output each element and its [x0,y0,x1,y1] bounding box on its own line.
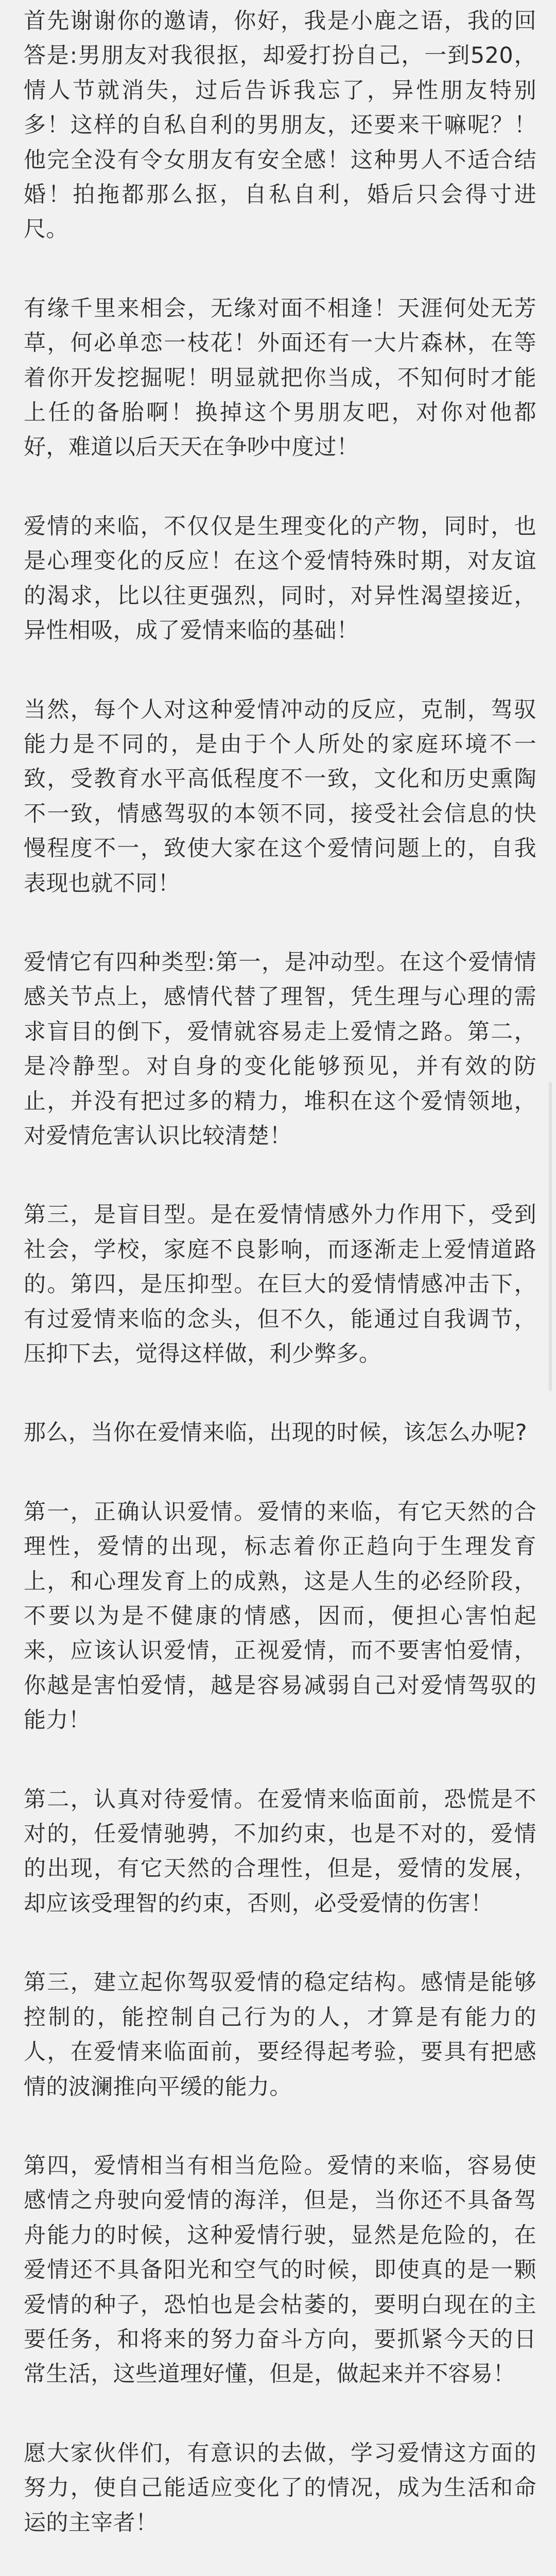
paragraph-point-1: 第一，正确认识爱情。爱情的来临，有它天然的合理性，爱情的出现，标志着你正趋向于生理发育上，和心理发育上的成熟，这是人生的必经阶段，不要以为是不健康的情感，因而，便担心害怕起来，应该认识爱情，正视爱情，而不要害怕爱情，你越是害怕爱情，越是容易减弱自己对爱情驾驭的能力！ [24,1499,536,1734]
paragraph-intro: 首先谢谢你的邀请，你好，我是小鹿之语，我的回答是:男朋友对我很抠，却爱打扮自己，一到520，情人节就消失，过后告诉我忘了，异性朋友特别多！这样的自私自利的男朋友，还要来干嘛呢？！他完全没有令女朋友有安全感！这种男人不适合结婚！拍拖都那么抠，自私自利，婚后只会得寸进尺。 [24,8,536,243]
paragraph-point-2: 第二，认真对待爱情。在爱情来临面前，恐慌是不对的，任爱情驰骋，不加约束，也是不对的，爱情的出现，有它天然的合理性，但是，爱情的发展，却应该受理智的约束，否则，必受爱情的伤害！ [24,1786,536,1917]
paragraph-point-4: 第四，爱情相当有相当危险。爱情的来临，容易使感情之舟驶向爱情的海洋，但是，当你还不具备驾舟能力的时候，这种爱情行驶，显然是危险的，在爱情还不具备阳光和空气的时候，即使真的是一颗爱情的种子，恐怕也是会枯萎的，要明白现在的主要任务，和将来的努力奋斗方向，要抓紧今天的日常生活，这些道理好懂，但是，做起来并不容易！ [24,2153,536,2387]
paragraph-advice-breakup: 有缘千里来相会，无缘对面不相逢！天涯何处无芳草，何必单恋一枝花！外面还有一大片森林，在等着你开发挖掘呢！明显就把你当成，不知何时才能上任的备胎啊！换掉这个男朋友吧，对你对他都好，难道以后天天在争吵中度过！ [24,295,536,461]
paragraph-love-types-1-2: 爱情它有四种类型:第一，是冲动型。在这个爱情情感关节点上，感情代替了理智，凭生理与心理的需求盲目的倒下，爱情就容易走上爱情之路。第二，是冷静型。对自身的变化能够预见，并有效的防止，并没有把过多的精力，堆积在这个爱情领地，对爱情危害认识比较清楚！ [24,949,536,1149]
paragraph-individual-differences: 当然，每个人对这种爱情冲动的反应，克制，驾驭能力是不同的，是由于个人所处的家庭环境不一致，受教育水平高低程度不一致，文化和历史熏陶不一致，情感驾驭的本领不同，接受社会信息的快慢程度不一，致使大家在这个爱情问题上的，自我表现也就不同！ [24,697,536,896]
paragraph-conclusion: 愿大家伙伴们，有意识的去做，学习爱情这方面的努力，使自己能适应变化了的情况，成为生活和命运的主宰者！ [24,2440,536,2536]
scrollbar[interactable] [549,1082,552,1391]
paragraph-love-arrival: 爱情的来临，不仅仅是生理变化的产物，同时，也是心理变化的反应！在这个爱情特殊时期，对友谊的渴求，比以往更强烈，同时，对异性渴望接近，异性相吸，成了爱情来临的基础！ [24,513,536,644]
paragraph-question: 那么，当你在爱情来临，出现的时候，该怎么办呢? [24,1420,528,1446]
article-body [24,4,536,2576]
paragraph-love-types-3-4: 第三，是盲目型。是在爱情情感外力作用下，受到社会，学校，家庭不良影响，而逐渐走上爱情道路的。第四，是压抑型。在巨大的爱情情感冲击下，有过爱情来临的念头，但不久，能通过自我调节，压抑下去，觉得这样做，利少弊多。 [24,1202,536,1367]
paragraph-point-3: 第三，建立起你驾驭爱情的稳定结构。感情是能够控制的，能控制自己行为的人，才算是有能力的人，在爱情来临面前，要经得起考验，要具有把感情的波澜推向平缓的能力。 [24,1970,536,2100]
